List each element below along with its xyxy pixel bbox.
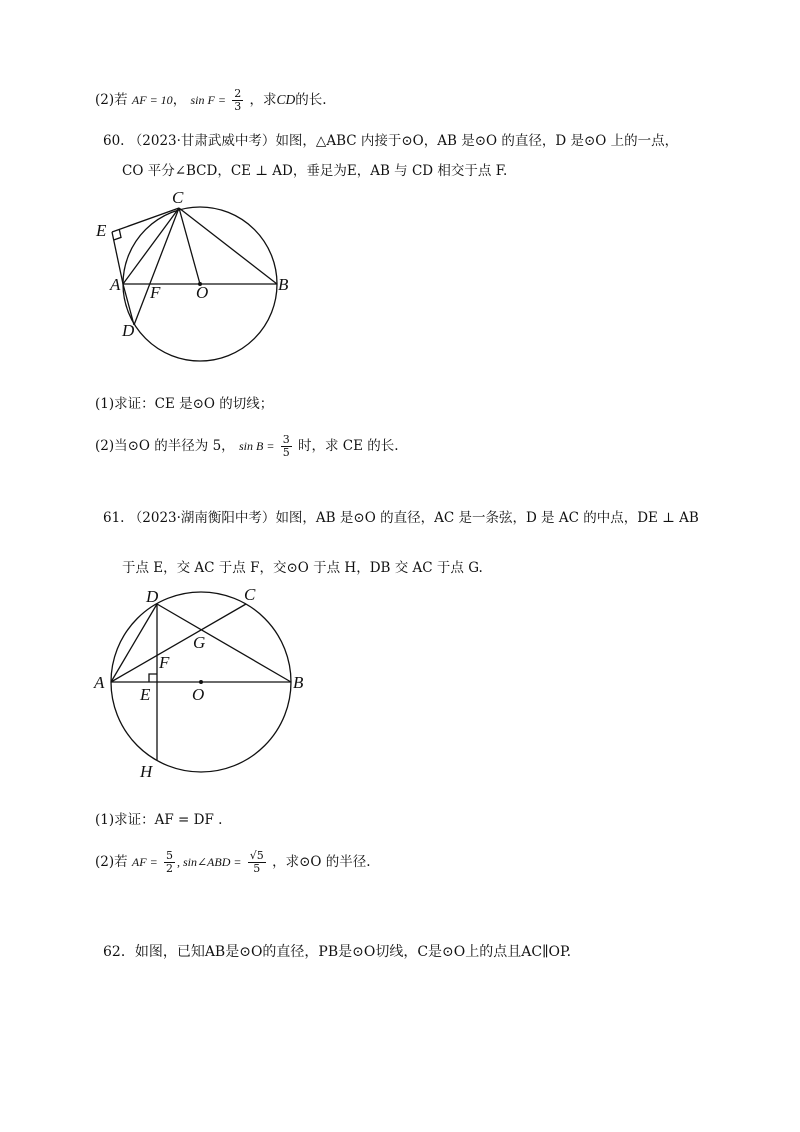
p61-q2-sin: , sin∠ABD =: [176, 855, 242, 870]
p61-source: （2023·湖南衡阳中考）: [128, 510, 276, 526]
p60-text-line2: CO 平分∠BCD，CE ⊥ AD，垂足为E，AB 与 CD 相交于点 F.: [122, 163, 508, 179]
af-equation: AF = 10: [131, 93, 173, 108]
p61-chord-DB: [157, 604, 291, 682]
p60-segment-EC: [112, 208, 179, 232]
p60-segment-CO: [179, 208, 200, 284]
p60-label-O: O: [196, 283, 209, 302]
p60-question1: [95, 396, 273, 412]
p61-q2-sin-fraction: [248, 850, 266, 875]
p60-line1: [103, 133, 678, 149]
p60-label-C: C: [172, 190, 184, 207]
p60-q2-denominator: 5: [282, 446, 290, 460]
target-segment: CD: [276, 92, 296, 108]
p60-label-E: E: [96, 221, 107, 240]
p61-label-O: O: [192, 685, 205, 704]
p62-line: [103, 944, 571, 961]
p61-q2-suffix: ，求⊙O 的半径.: [272, 854, 371, 871]
p60-q2-prefix: (2)当⊙O 的半径为 5，: [95, 438, 235, 455]
sinF-fraction: [232, 88, 243, 113]
p60-q2-numerator: 3: [282, 433, 290, 446]
p61-text-line2: 于点 E，交 AC 于点 F，交⊙O 于点 H，DB 交 AC 于点 G.: [122, 560, 483, 576]
p60-source: （2023·甘肃武威中考）: [128, 133, 276, 149]
sinF-denominator: 3: [234, 100, 242, 114]
p61-figure: [90, 584, 330, 784]
p61-q2-af-denominator: 2: [165, 862, 173, 876]
p60-line2: [122, 163, 507, 179]
p61-right-angle-mark: [149, 674, 157, 682]
p61-label-C: C: [244, 585, 256, 604]
p60-number: 60.: [103, 133, 125, 149]
p60-question2: [95, 434, 399, 459]
p61-label-E: E: [140, 685, 151, 704]
part2-prefix: (2)若: [95, 92, 128, 109]
p60-label-B: B: [278, 275, 289, 294]
ask-text: ，求: [249, 92, 277, 109]
p61-label-B: B: [293, 673, 304, 692]
p61-label-A: A: [94, 673, 105, 692]
p61-q2-af-numerator: 5: [165, 849, 173, 862]
p60-q2-sin: sin B =: [238, 439, 275, 454]
p61-number: 61.: [103, 510, 125, 526]
p61-chord-AC: [111, 604, 246, 682]
sinF-numerator: 2: [234, 87, 242, 100]
p61-question2: [95, 850, 371, 875]
p61-center-dot: [199, 680, 203, 684]
p61-question1: [95, 812, 222, 828]
p61-line2: [122, 560, 483, 576]
p61-q2-prefix: (2)若: [95, 854, 128, 871]
p60-q2-suffix: 时，求 CE 的长.: [298, 438, 399, 455]
sinF-lhs: sin F =: [190, 93, 226, 108]
p61-q2-af: AF =: [131, 855, 158, 870]
p61-label-G: G: [193, 633, 206, 652]
p61-q1-text: (1)求证：AF = DF .: [95, 812, 223, 828]
p61-q2-af-fraction: [164, 850, 175, 875]
p61-line1: [103, 510, 699, 526]
p60-segment-BC: [179, 208, 277, 284]
p60-q1-text: (1)求证：CE 是⊙O 的切线；: [95, 396, 274, 412]
p61-label-F: F: [159, 653, 170, 672]
suffix-text: 的长.: [295, 92, 327, 109]
p61-label-H: H: [140, 762, 153, 781]
p60-label-A: A: [110, 275, 121, 294]
p60-label-D: D: [122, 321, 135, 340]
p61-chord-AD: [111, 604, 157, 682]
p60-segment-AD: [123, 284, 134, 325]
p61-label-D: D: [146, 587, 159, 606]
p60-segment-CD: [134, 208, 179, 325]
p60-segment-AC: [123, 208, 179, 284]
p60-q2-fraction: [281, 434, 292, 459]
p62-text: 62．如图，已知AB是⊙O的直径，PB是⊙O切线，C是⊙O上的点且AC∥OP.: [103, 944, 572, 960]
p60-figure: [90, 190, 390, 370]
prev-problem-part2: (2)若 AF = 10， sin F = $\frac{2}{3}$ ，求CD的长.: [95, 87, 327, 114]
p60-label-F: F: [150, 283, 161, 302]
p60-text-line1: 如图，△ABC 内接于⊙O，AB 是⊙O 的直径，D 是⊙O 上的一点，: [275, 133, 679, 149]
p61-q2-sin-numerator: √5: [249, 849, 264, 862]
p61-q2-sin-denominator: 5: [253, 862, 261, 876]
p61-text-line1: 如图，AB 是⊙O 的直径，AC 是一条弦，D 是 AC 的中点，DE ⊥ AB: [275, 510, 699, 526]
